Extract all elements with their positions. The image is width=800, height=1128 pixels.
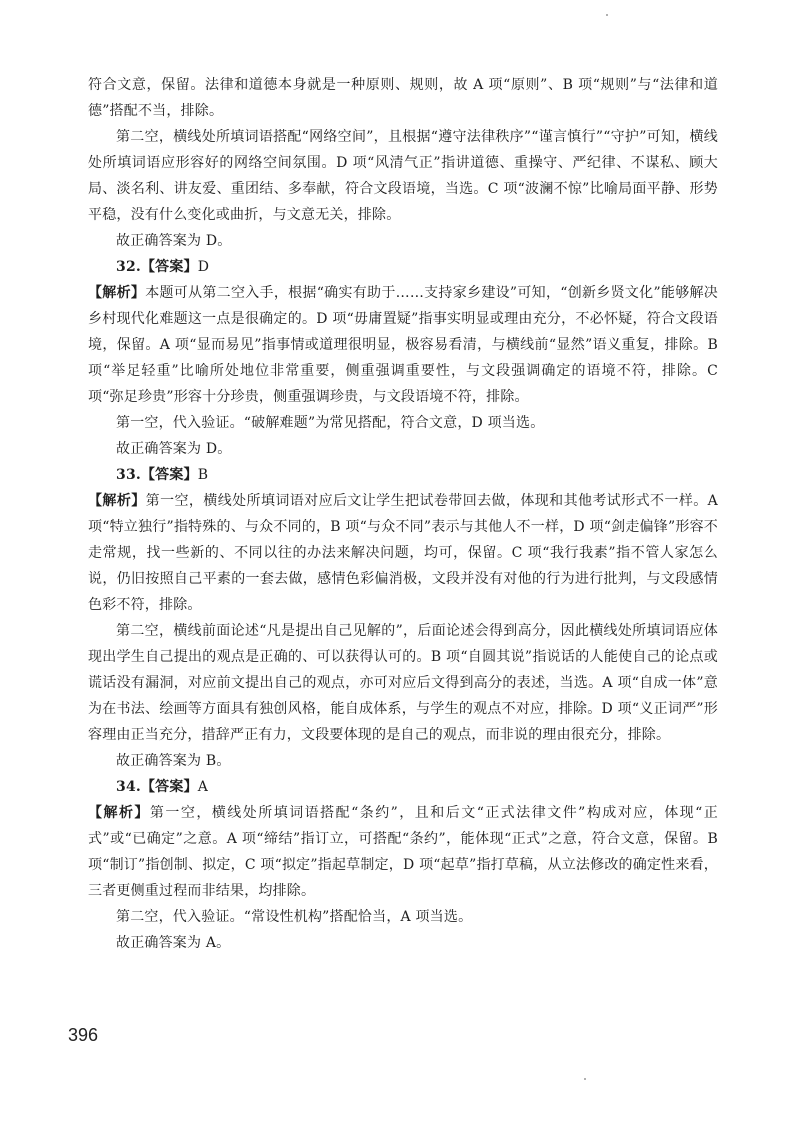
- answer-line: [88, 462, 718, 488]
- paragraph: [88, 436, 718, 462]
- paragraph: [88, 904, 718, 930]
- paragraph-text: 第二空，代入验证。“常设性机构”搭配恰当，A 项当选。: [116, 909, 473, 925]
- paragraph-text: 第一空，横线处所填词语对应后文让学生把试卷带回去做，体现和其他考试形式不一样。A 项“特立独行”指特殊的、与众不同的，B 项“与众不同”表示与其他人不一样，D 项“剑走偏锋”形容不走常规，找一些新的、不同以往的办法来解决问题，均可，保留。C 项“我行我素”指不管人家怎么说，仍旧按照自己平素的一套去做，感情色彩偏消极，文段并没有对他的行为进行批判，与文段感情色彩不符，排除。: [88, 493, 718, 613]
- answer-line: [88, 774, 718, 800]
- analysis-paragraph: [88, 280, 718, 410]
- paragraph: [88, 748, 718, 774]
- paragraph-text: 本题可从第二空入手，根据“确实有助于……支持家乡建设”可知，“创新乡贤文化”能够解决乡村现代化难题这一点是很确定的。D 项“毋庸置疑”指事实明显或理由充分，不必怀疑，符合文段语境，保留。A 项“显而易见”指事情或道理很明显，极容易看清，与横线前“显然”语义重复，排除。B 项“举足轻重”比喻所处地位非常重要，侧重强调重要性，与文段强调确定的语境不符，排除。C 项“弥足珍贵”形容十分珍贵，侧重强调珍贵，与文段语境不符，排除。: [88, 285, 718, 405]
- page-body: [88, 72, 718, 956]
- paragraph-text: 故正确答案为 B。: [116, 753, 231, 769]
- paragraph-text: 第二空，横线处所填词语搭配“网络空间”，且根据“遵守法律秩序”“谨言慎行”“守护”可知，横线处所填词语应形容好的网络空间氛围。D 项“风清气正”指讲道德、重操守、严纪律、不谋私、顾大局、淡名利、讲友爱、重团结、多奉献，符合文段语境，当选。C 项“波澜不惊”比喻局面平静、形势平稳，没有什么变化或曲折，与文意无关，排除。: [88, 129, 718, 223]
- answer-label: 32.【答案】: [116, 259, 198, 275]
- answer-label: 34.【答案】: [116, 779, 198, 795]
- analysis-label: 【解析】: [88, 493, 146, 509]
- scan-speck: [584, 1078, 586, 1080]
- answer-label: 33.【答案】: [116, 467, 198, 483]
- paragraph-text: 故正确答案为 D。: [116, 441, 232, 457]
- analysis-paragraph: [88, 488, 718, 618]
- analysis-label: 【解析】: [88, 285, 146, 301]
- paragraph: [88, 410, 718, 436]
- scan-speck: [606, 14, 608, 16]
- paragraph: [88, 124, 718, 228]
- paragraph-text: 故正确答案为 A。: [116, 935, 231, 951]
- analysis-paragraph: [88, 800, 718, 904]
- paragraph-text: 故正确答案为 D。: [116, 233, 232, 249]
- answer-value: B: [197, 467, 209, 483]
- paragraph: [88, 930, 718, 956]
- paragraph-text: 第二空，横线前面论述“凡是提出自己见解的”，后面论述会得到高分，因此横线处所填词语应体现出学生自己提出的观点是正确的、可以获得认可的。B 项“自圆其说”指说话的人能使自己的论点或谎话没有漏洞，对应前文提出自己的观点，亦可对应后文得到高分的表述，当选。A 项“自成一体”意为在书法、绘画等方面具有独创风格，能自成体系，与学生的观点不对应，排除。D 项“义正词严”形容理由正当充分，措辞严正有力，文段要体现的是自己的观点，而非说的理由很充分，排除。: [88, 623, 718, 743]
- paragraph-text: 符合文意，保留。法律和道德本身就是一种原则、规则，故 A 项“原则”、B 项“规则”与“法律和道德”搭配不当，排除。: [88, 77, 718, 119]
- page-number: 396: [68, 1025, 99, 1045]
- paragraph: [88, 618, 718, 748]
- paragraph: [88, 228, 718, 254]
- paragraph-text: 第一空，代入验证。“破解难题”为常见搭配，符合文意，D 项当选。: [116, 415, 545, 431]
- analysis-label: 【解析】: [88, 805, 150, 821]
- paragraph: [88, 72, 718, 124]
- answer-line: [88, 254, 718, 280]
- paragraph-text: 第一空，横线处所填词语搭配“条约”，且和后文“正式法律文件”构成对应，体现“正式”或“已确定”之意。A 项“缔结”指订立，可搭配“条约”，能体现“正式”之意，符合文意，保留。B 项“制订”指创制、拟定，C 项“拟定”指起草制定，D 项“起草”指打草稿，从立法修改的确定性来看，三者更侧重过程而非结果，均排除。: [88, 805, 718, 899]
- answer-value: D: [197, 259, 210, 275]
- answer-value: A: [197, 779, 209, 795]
